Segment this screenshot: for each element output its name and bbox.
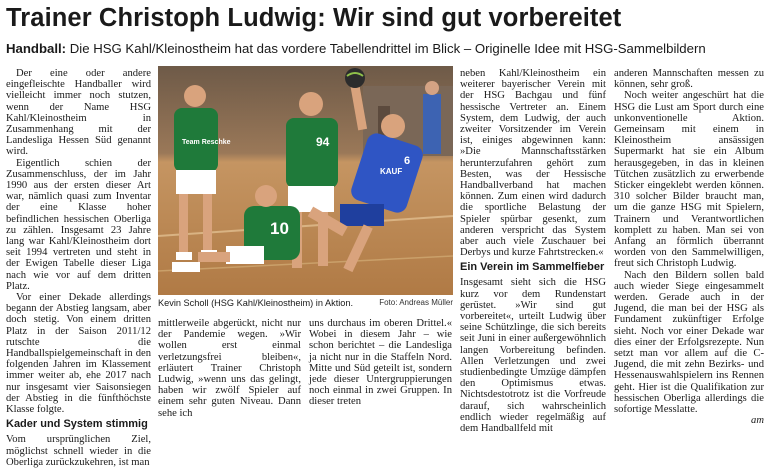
article-column-5 <box>614 68 764 427</box>
photo-caption <box>158 296 453 310</box>
handball-action-photo <box>158 66 453 295</box>
article-subline <box>6 40 706 58</box>
caption-text: Kevin Scholl (HSG Kahl/Kleinostheim) in Aktion. <box>158 298 354 308</box>
paragraph: Eigentlich schien der Zusammenschluss, der im Jahr 1990 aus der ersten dieser Art war, nämlich quasi zum Inventar der eine Klasse hoher befindlichen hessischen Oberliga zu zählen. Insgesamt 23 Jahre lang war Kahl/Kleinostheim dort seit 1994 vertreten und steht in der Ewigen Tabelle dieser Liga nach wie vor auf dem dritten Platz. <box>6 157 151 292</box>
jersey-sponsor-text: KAUF <box>380 167 403 176</box>
section-heading: Kader und System stimmig <box>6 418 148 431</box>
article-headline: Trainer Christoph Ludwig: Wir sind gut vorbereitet <box>6 4 622 32</box>
paragraph: Der eine oder andere eingefleischte Handballer wird vielleicht immer noch stutzen, wenn der Name HSG Kahl/Kleinostheim in Zusammenhang mit der Landesliga Hessen Süd genannt wird. <box>6 68 151 158</box>
article-column-1 <box>6 68 151 468</box>
photo-credit: Foto: Andreas Müller <box>379 298 453 307</box>
subline-text: Die HSG Kahl/Kleinostheim hat das vordere Tabellendrittel im Blick – Originelle Idee mit HSG-Sammelbildern <box>66 41 706 56</box>
paragraph: anderen Mannschaften messen zu können, sehr groß. <box>614 68 764 91</box>
jersey-number: 94 <box>316 135 330 149</box>
paragraph: Vor einer Dekade allerdings begann der Abstieg langsam, aber doch stetig. Von einem dritten Platz in der Saison 2011/12 rutschte die Handballspielgemeinschaft in den folgenden Jahren im Klassement immer weiter ab, ehe 2017 nach nur insgesamt vier Saisonsiegen der Abstieg in die fünfthöchste Klasse folgte. <box>6 292 151 416</box>
article-column-4 <box>460 68 606 434</box>
article-column-2 <box>158 318 301 419</box>
paragraph: Vom ursprünglichen Ziel, möglichst schnell wieder in die Oberliga zurückzukehren, ist man <box>6 434 151 468</box>
paragraph: mittlerweile abgerückt, nicht nur der Pandemie wegen. »Wir wollen erst einmal verletzungsfrei bleiben«, erläutert Trainer Christoph Ludwig, »wenn uns das gelingt, haben wir zwölf Spieler auf einem sehr guten Niveau. Dann sehe ich <box>158 318 301 419</box>
handball-ball <box>345 68 365 88</box>
author-sign: am <box>751 415 764 427</box>
section-heading: Ein Verein im Sammelfieber <box>460 261 605 274</box>
article-column-3 <box>309 318 452 408</box>
jersey-number: 6 <box>404 155 411 167</box>
article-photo <box>158 66 453 295</box>
jersey-number: 10 <box>270 219 289 238</box>
paragraph: uns durchaus im oberen Drittel.« Wobei in diesem Jahr – wie schon berichtet – die Landesliga ja nicht nur in die Staffeln Nord. Mitte und Süd geteilt ist, sondern jede dieser Untergruppierungen noch einmal in zwei Gruppen. In dieser treten <box>309 318 452 408</box>
paragraph: Nach den Bildern sollen bald auch wieder Siege eingesammelt werden. Gerade auch in der Jugend, die man bei der HSG als Fundament zukünftiger Erfolge sieht. Noch vor einer Dekade war dies einer der Erfolgsrezepte. Nun setzt man vor allem auf die C-Jugend, die mit zehn Bezirks- und Hessenauswahlspielern ins Rennen geht. Hier ist die Qualifikation zur hessischen Oberliga allerdings die sofortige Messlatte. <box>614 269 764 416</box>
paragraph: Noch weiter angeschürt hat die HSG die Lust am Sport durch eine unkonventionelle Aktion. Gemeinsam mit einem in Kleinostheim ansässigen Supermarkt hat sie ein Album herausgegeben, in das in kleinen Tütchen zusätzlich zu erwerbende Sticker eingeklebt werden können. 310 solcher Bilder braucht man, um die ganze HSG mit Spielern, Trainern und Verantwortlichen komplett zu haben. Man sei von Anfang an förmlich überrannt worden von den Sammelwilligen, freut sich Christoph Ludwig. <box>614 90 764 270</box>
paragraph: Insgesamt sieht sich die HSG kurz vor dem Rundenstart gerüstet. »Wir sind gut vorbereitet«, urteilt Ludwig über seine Schützlinge, die sich bereits seit Juni in einer außergewöhnlich langen Vorbereitung befinden. Allen Verletzungen und zwei studienbedingte Umzüge dämpfen den Optimismus etwas. Nichtsdestotrotz ist die Vorfreude darauf, sich wahrscheinlich endlich wieder regelmäßig auf dem Handballfeld mit <box>460 277 606 435</box>
paragraph: neben Kahl/Kleinostheim ein weiterer bayerischer Verein mit der HSG Bachgau und fünf hessische Vertreter an. Einem System, dem Ludwig, der auch zweiter Vorsitzender im Verein ist, einiges abgewinnen kann: »Die Mannschaftsstärken herunterzufahren gehört zum Besten, was der Hessische Handballverband hat machen können. Zum einen wird dadurch die sportliche Belastung der Spieler spürbar gesenkt, zum anderen verspricht das System aber auch viele Zuschauer bei Derbys und kurze Fahrtstrecken.« <box>460 68 606 259</box>
jersey-sponsor-text: Team Reschke <box>182 139 231 146</box>
subline-kicker: Handball: <box>6 41 67 56</box>
